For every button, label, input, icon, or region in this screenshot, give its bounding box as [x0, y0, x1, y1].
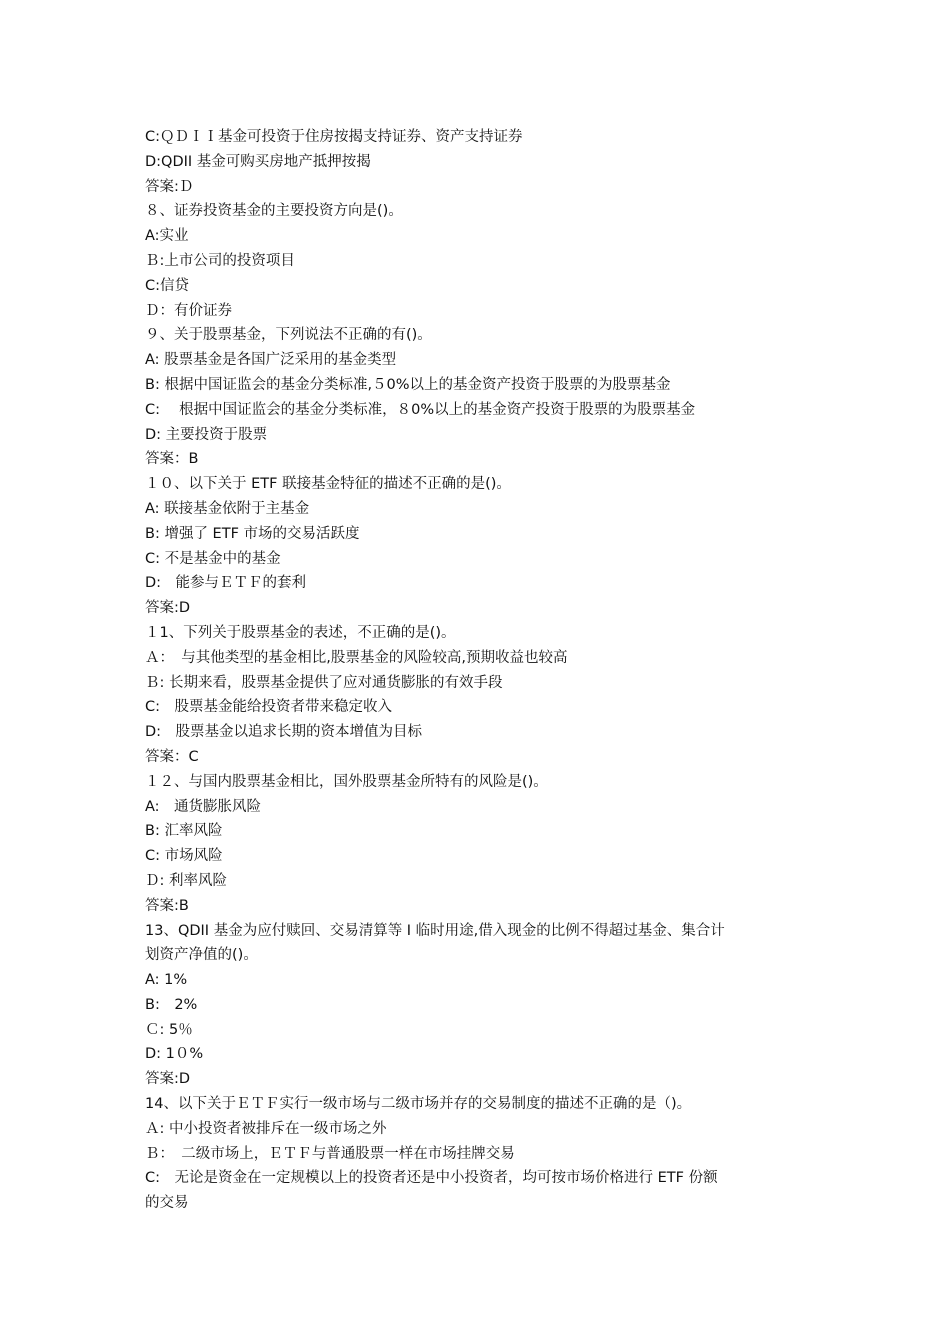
option-line-continued: 的交易 [145, 1195, 189, 1212]
option-line: Ｄ：有价证券 [145, 302, 232, 319]
option-line: A: 通货膨胀风险 [145, 798, 262, 815]
question-line: １２、与国内股票基金相比，国外股票基金所特有的风险是()。 [145, 773, 548, 790]
option-line: Ｃ: 5％ [145, 1021, 193, 1038]
answer-line: 答案:D [145, 1071, 191, 1088]
option-line: B: 2% [145, 996, 198, 1013]
option-line: C: 根据中国证监会的基金分类标准，８0%以上的基金资产投资于股票的为股票基金 [145, 401, 696, 418]
option-line: A:实业 [145, 228, 189, 245]
option-line: B: 汇率风险 [145, 823, 223, 840]
option-line: C:ＱＤＩＩ基金可投资于住房按揭支持证券、资产支持证券 [145, 129, 523, 145]
option-line: Ｂ： 二级市场上，ＥＴＦ与普通股票一样在市场挂牌交易 [145, 1145, 515, 1162]
option-line: A: 1% [145, 972, 188, 989]
option-line: D:QDII 基金可购买房地产抵押按揭 [145, 153, 371, 170]
question-line: 13、QDII 基金为应付赎回、交易清算等 I 临时用途,借入现金的比例不得超过基金、集合计 [145, 922, 725, 939]
answer-line: 答案:B [145, 897, 189, 914]
question-line: １０、以下关于 ETF 联接基金特征的描述不正确的是()。 [145, 476, 511, 493]
option-line: D: 1０% [145, 1046, 204, 1063]
option-line: D: 能参与ＥＴＦ的套利 [145, 575, 307, 592]
question-line: 14、以下关于ＥＴＦ实行一级市场与二级市场并存的交易制度的描述不正确的是（)。 [145, 1096, 692, 1113]
option-line: Ａ： 与其他类型的基金相比,股票基金的风险较高,预期收益也较高 [145, 649, 568, 666]
option-line: C: 不是基金中的基金 [145, 550, 281, 567]
document-body [145, 125, 815, 1216]
option-line: Ａ: 中小投资者被排斥在一级市场之外 [145, 1120, 387, 1137]
option-line: Ｂ:上市公司的投资项目 [145, 252, 295, 269]
option-line: Ｂ: 长期来看，股票基金提供了应对通货膨胀的有效手段 [145, 674, 503, 691]
answer-line: 答案:D [145, 600, 191, 617]
option-line: Ｄ: 利率风险 [145, 872, 227, 889]
question-line: １1、下列关于股票基金的表述，不正确的是()。 [145, 624, 456, 641]
option-line: C: 无论是资金在一定规模以上的投资者还是中小投资者，均可按市场价格进行 ETF 份额 [145, 1170, 718, 1187]
answer-line: 答案:Ｄ [145, 178, 194, 195]
question-line-continued: 划资产净值的()。 [145, 947, 258, 964]
option-line: D: 主要投资于股票 [145, 426, 268, 443]
option-line: C: 股票基金能给投资者带来稳定收入 [145, 699, 393, 716]
option-line: A: 联接基金依附于主基金 [145, 500, 310, 517]
question-line: ８、证券投资基金的主要投资方向是()。 [145, 203, 403, 220]
option-line: A: 股票基金是各国广泛采用的基金类型 [145, 352, 397, 369]
option-line: C:信贷 [145, 277, 190, 294]
answer-line: 答案：C [145, 748, 199, 765]
option-line: B: 增强了 ETF 市场的交易活跃度 [145, 525, 360, 542]
question-line: ９、关于股票基金，下列说法不正确的有()。 [145, 327, 432, 344]
option-line: B: 根据中国证监会的基金分类标准,５0%以上的基金资产投资于股票的为股票基金 [145, 376, 671, 393]
option-line: D: 股票基金以追求长期的资本增值为目标 [145, 724, 423, 741]
answer-line: 答案：B [145, 451, 199, 468]
option-line: C: 市场风险 [145, 848, 223, 865]
